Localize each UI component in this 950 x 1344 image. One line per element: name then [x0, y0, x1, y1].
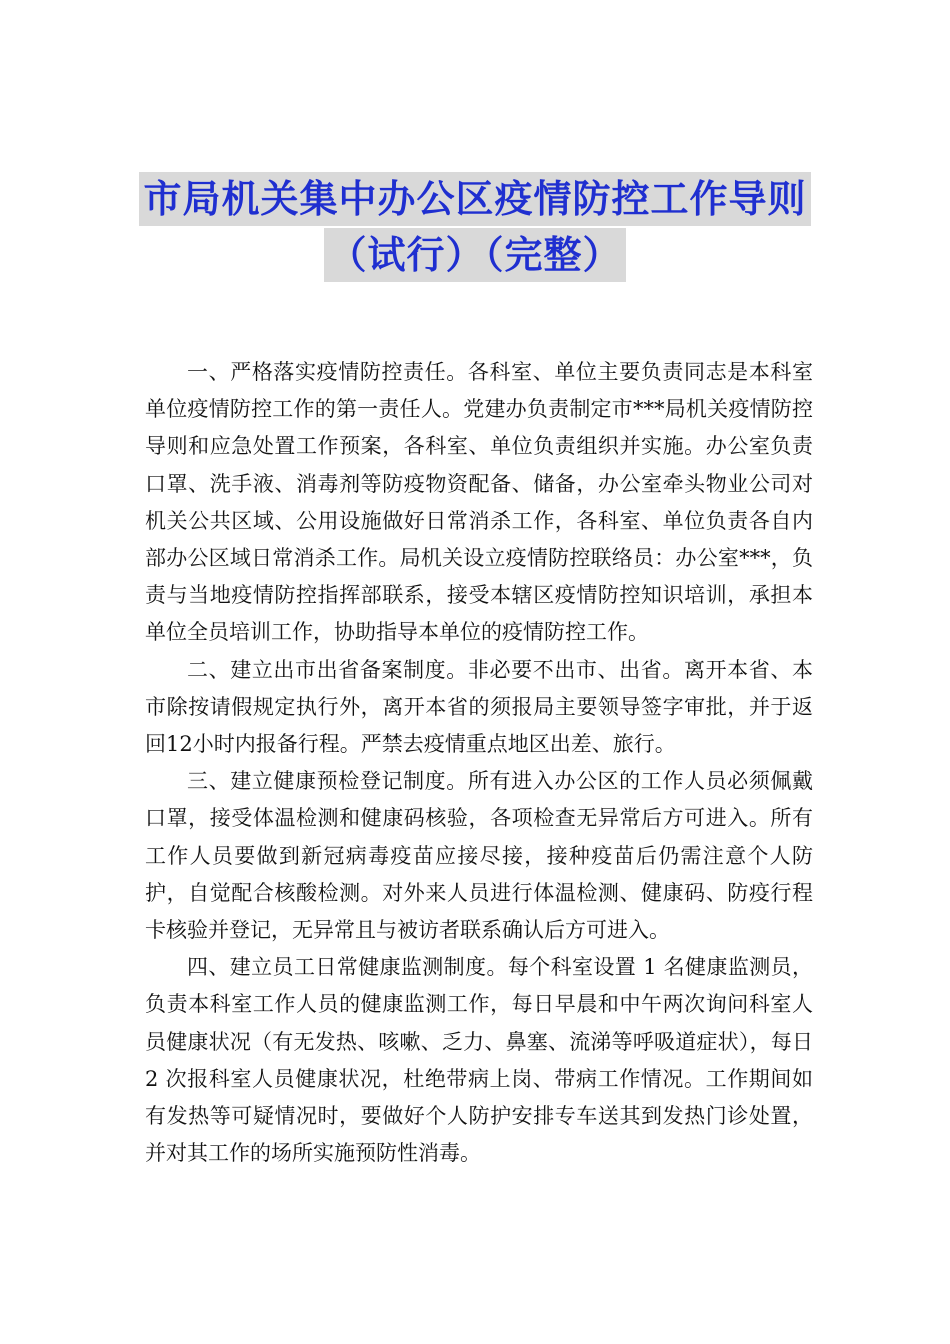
- paragraph-1: 一、严格落实疫情防控责任。各科室、单位主要负责同志是本科室单位疫情防控工作的第一责任人。党建办负责制定市***局机关疫情防控导则和应急处置工作预案，各科室、单位负责组织并实施。办公室负责口罩、洗手液、消毒剂等防疫物资配备、储备，办公室牵头物业公司对机关公共区域、公用设施做好日常消杀工作，各科室、单位负责各自内部办公区域日常消杀工作。局机关设立疫情防控联络员：办公室***，负责与当地疫情防控指挥部联系，接受本辖区疫情防控知识培训，承担本单位全员培训工作，协助指导本单位的疫情防控工作。: [145, 360, 813, 645]
- title-line-2: （试行）（完整）: [324, 228, 625, 282]
- paragraph-3: 三、建立健康预检登记制度。所有进入办公区的工作人员必须佩戴口罩，接受体温检测和健康码核验，各项检查无异常后方可进入。所有工作人员要做到新冠病毒疫苗应接尽接，接种疫苗后仍需注意个人防护，自觉配合核酸检测。对外来人员进行体温检测、健康码、防疫行程卡核验并登记，无异常且与被访者联系确认后方可进入。: [145, 769, 813, 943]
- paragraph-2: 二、建立出市出省备案制度。非必要不出市、出省。离开本省、本市除按请假规定执行外，离开本省的须报局主要领导签字审批，并于返回12小时内报备行程。严禁去疫情重点地区出差、旅行。: [145, 657, 813, 757]
- title-line-1: 市局机关集中办公区疫情防控工作导则: [139, 172, 810, 226]
- document-body: [145, 354, 813, 1172]
- document-title: [0, 172, 950, 284]
- paragraph-4: 四、建立员工日常健康监测制度。每个科室设置 1 名健康监测员，负责本科室工作人员的健康监测工作，每日早晨和中午两次询问科室人员健康状况（有无发热、咳嗽、乏力、鼻塞、流涕等呼吸道症状），每日 2 次报科室人员健康状况，杜绝带病上岗、带病工作情况。工作期间如有发热等可疑情况时，要做好个人防护安排专车送其到发热门诊处置，并对其工作的场所实施预防性消毒。: [145, 955, 813, 1166]
